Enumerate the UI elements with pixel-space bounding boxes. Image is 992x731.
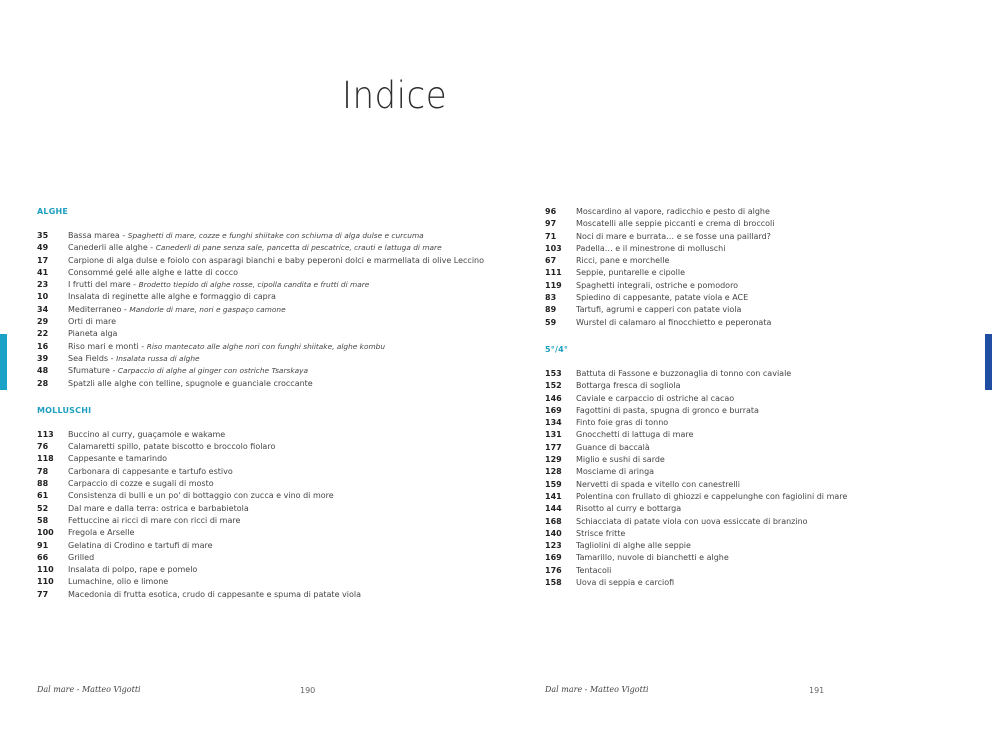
entry-page-number: 176 <box>545 565 562 575</box>
entry-page-number: 67 <box>545 256 557 266</box>
entry-page-number: 39 <box>37 353 49 363</box>
entry-page-number: 97 <box>545 219 557 229</box>
entry-title: Tamarillo, nuvole di bianchetti e alghe <box>576 553 729 563</box>
index-entry[interactable] <box>545 304 985 316</box>
index-entry[interactable] <box>37 267 477 279</box>
entry-page-number: 168 <box>545 516 562 526</box>
index-entry[interactable] <box>545 255 985 267</box>
entry-title-group <box>68 576 168 588</box>
index-entry[interactable] <box>545 206 985 218</box>
entry-page-number: 110 <box>37 565 54 575</box>
section-heading: 5°/4° <box>545 344 569 354</box>
index-entry[interactable] <box>37 478 477 490</box>
entry-title-group <box>576 380 681 392</box>
index-entry[interactable] <box>545 393 985 405</box>
entry-title-group <box>576 565 611 577</box>
entry-title-group <box>576 393 734 405</box>
entry-title-group <box>576 231 771 243</box>
entry-title-group <box>68 267 238 279</box>
section-gap <box>37 390 477 405</box>
entry-title-group <box>576 255 669 267</box>
index-entry[interactable] <box>545 442 985 454</box>
entry-title-group <box>68 589 361 601</box>
entry-page-number: 153 <box>545 368 562 378</box>
entry-title: Buccino al curry, guaçamole e wakame <box>68 429 226 439</box>
entry-page-number: 91 <box>37 540 49 550</box>
entry-separator: - <box>109 366 118 376</box>
entry-title: Fettuccine ai ricci di mare con ricci di mare <box>68 515 241 525</box>
entry-page-number: 10 <box>37 292 49 302</box>
entry-page-number: 83 <box>545 293 557 303</box>
entry-title-group <box>576 516 808 528</box>
entry-title-group <box>576 417 668 429</box>
index-entry[interactable] <box>545 267 985 279</box>
entry-page-number: 66 <box>37 552 49 562</box>
entry-title-group <box>576 317 771 329</box>
index-entry[interactable] <box>37 255 485 267</box>
entry-title: Pianeta alga <box>68 329 118 339</box>
entry-title-group <box>68 552 94 564</box>
entry-page-number: 17 <box>37 255 49 265</box>
entry-title: Polentina con frullato di ghiozzi e cappelunghe con fagiolini di mare <box>576 491 848 501</box>
index-entry[interactable] <box>545 516 985 528</box>
index-entry[interactable] <box>37 552 477 564</box>
entry-title-group <box>68 564 197 576</box>
entry-title-group <box>576 368 791 380</box>
index-entry[interactable] <box>545 405 985 417</box>
index-entry[interactable] <box>37 441 477 453</box>
entry-page-number: 103 <box>545 243 562 253</box>
entry-page-number: 169 <box>545 405 562 415</box>
index-entry[interactable] <box>37 279 477 291</box>
entry-title: Spiedino di cappesante, patate viola e ACE <box>576 293 749 303</box>
index-entry[interactable] <box>37 328 477 340</box>
entry-title-group <box>576 304 741 316</box>
entry-separator: - <box>147 243 156 253</box>
entry-separator: - <box>119 231 128 240</box>
entry-title: Nervetti di spada e vitello con canestrelli <box>576 479 740 489</box>
index-entry[interactable] <box>37 490 477 502</box>
entry-title: Moscatelli alle seppie piccanti e crema di broccoli <box>576 219 775 229</box>
entry-title: Insalata di reginette alle alghe e formaggio di capra <box>68 292 276 302</box>
entry-page-number: 52 <box>37 503 49 513</box>
entry-title: Bassa marea <box>68 231 120 240</box>
footer-author-right: Dal mare - Matteo Vigotti <box>545 685 649 694</box>
section-heading: MOLLUSCHI <box>37 405 92 415</box>
entry-page-number: 71 <box>545 231 557 241</box>
entry-page-number: 141 <box>545 491 562 501</box>
index-entry[interactable] <box>545 540 985 552</box>
entry-title: Spatzli alle alghe con telline, spugnole e guanciale croccante <box>68 378 313 388</box>
entry-page-number: 110 <box>37 577 54 587</box>
index-entry[interactable] <box>545 243 985 255</box>
entry-title: Canederli alle alghe <box>68 243 148 253</box>
entry-title: Carpaccio di cozze e sugali di mosto <box>68 479 214 489</box>
entry-title: Dal mare e dalla terra: ostrica e barbabietola <box>68 503 249 513</box>
entry-title: Wurstel di calamaro al finocchietto e peperonata <box>576 317 772 327</box>
index-entry[interactable] <box>37 378 477 390</box>
entry-title: Moscardino al vapore, radicchio e pesto di alghe <box>576 207 770 216</box>
entry-title: Tentacoli <box>576 565 612 575</box>
entry-title: Caviale e carpaccio di ostriche al cacao <box>576 393 735 403</box>
heading-gap <box>37 218 477 230</box>
entry-title: Schiacciata di patate viola con uova essiccate di branzino <box>576 516 808 526</box>
entry-title-group <box>576 267 685 279</box>
heading-gap <box>545 356 985 368</box>
footer-author-left: Dal mare - Matteo Vigotti <box>37 685 141 694</box>
entry-title: Miglio e sushi di sarde <box>576 455 665 465</box>
index-entry[interactable] <box>545 218 985 230</box>
entry-title: Tagliolini di alghe alle seppie <box>576 541 691 551</box>
index-entry[interactable] <box>545 577 985 589</box>
index-entry[interactable] <box>37 540 477 552</box>
edge-mark-right <box>985 334 992 390</box>
entry-title: Strisce fritte <box>576 528 626 538</box>
index-entry[interactable] <box>37 576 477 588</box>
entry-title-group <box>68 365 308 377</box>
entry-title: Fregola e Arselle <box>68 528 135 538</box>
edge-mark-left <box>0 334 7 390</box>
entry-title-group <box>68 328 117 340</box>
entry-page-number: 48 <box>37 366 49 376</box>
entry-title: Uova di seppia e carciofi <box>576 578 675 588</box>
index-entry[interactable] <box>37 515 477 527</box>
entry-page-number: 88 <box>37 479 49 489</box>
entry-title: Tartufi, agrumi e capperi con patate viola <box>576 305 742 315</box>
entry-title-group <box>576 218 774 230</box>
index-entry[interactable] <box>545 528 985 540</box>
entry-title: Carpione di alga dulse e foiolo con asparagi bianchi e baby peperoni dolci e marmellata di olive Leccino <box>68 255 485 265</box>
entry-title-group <box>68 490 334 502</box>
entry-page-number: 96 <box>545 207 557 216</box>
entry-page-number: 16 <box>37 341 49 351</box>
entry-subtitle: Brodetto tiepido di alghe rosse, cipolla candita e frutti di mare <box>138 280 370 290</box>
heading-gap <box>37 417 477 429</box>
entry-subtitle: Insalata russa di alghe <box>116 353 200 363</box>
entry-page-number: 129 <box>545 455 562 465</box>
index-entry[interactable] <box>545 417 985 429</box>
index-entry[interactable] <box>545 368 985 380</box>
entry-title: Calamaretti spillo, patate biscotto e broccolo fiolaro <box>68 442 276 452</box>
index-entry[interactable] <box>37 527 477 539</box>
entry-page-number: 28 <box>37 378 49 388</box>
entry-title-group <box>68 466 233 478</box>
entry-title: Ricci, pane e morchelle <box>576 256 670 266</box>
index-column-right <box>545 206 985 589</box>
index-entry[interactable] <box>37 304 477 316</box>
index-entry[interactable] <box>37 316 477 328</box>
entry-title: Finto foie gras di tonno <box>576 418 669 428</box>
entry-title-group <box>68 341 385 353</box>
entry-page-number: 76 <box>37 442 49 452</box>
entry-page-number: 146 <box>545 393 562 403</box>
index-entry[interactable] <box>37 341 477 353</box>
index-entry[interactable] <box>545 292 985 304</box>
entry-title: Consommé gelé alle alghe e latte di cocco <box>68 267 239 277</box>
entry-subtitle: Carpaccio di alghe al ginger con ostriche Tsarskaya <box>117 366 309 376</box>
index-entry[interactable] <box>545 565 985 577</box>
entry-page-number: 23 <box>37 280 49 290</box>
entry-title-group <box>576 429 693 441</box>
entry-title-group <box>68 353 200 365</box>
entry-title-group <box>576 503 681 515</box>
entry-title-group <box>576 577 674 589</box>
entry-page-number: 58 <box>37 515 49 525</box>
entry-title: Sfumature <box>68 366 110 376</box>
footer-page-number-right: 191 <box>809 686 825 695</box>
entry-title-group <box>68 515 240 527</box>
index-column-left <box>37 206 485 601</box>
index-entry[interactable] <box>545 429 985 441</box>
entry-page-number: 158 <box>545 578 562 588</box>
index-entry[interactable] <box>545 552 985 564</box>
entry-title-group <box>576 292 748 304</box>
entry-title-group <box>68 540 213 552</box>
entry-title-group <box>576 479 740 491</box>
entry-page-number: 134 <box>545 418 562 428</box>
entry-separator: - <box>138 341 147 351</box>
index-entry[interactable] <box>545 466 985 478</box>
entry-separator: - <box>121 304 130 314</box>
index-entry[interactable] <box>545 491 985 503</box>
entry-page-number: 140 <box>545 528 562 538</box>
entry-page-number: 89 <box>545 305 557 315</box>
index-entry[interactable] <box>37 353 477 365</box>
entry-page-number: 152 <box>545 381 562 391</box>
entry-title: I frutti del mare <box>68 280 131 290</box>
entry-page-number: 144 <box>545 504 562 514</box>
entry-title-group <box>68 503 249 515</box>
entry-page-number: 177 <box>545 442 562 452</box>
entry-page-number: 128 <box>545 467 562 477</box>
entry-title: Orti di mare <box>68 317 117 327</box>
entry-page-number: 34 <box>37 304 49 314</box>
index-entry[interactable] <box>37 230 477 242</box>
entry-title: Lumachine, olio e limone <box>68 577 169 587</box>
entry-title: Seppie, puntarelle e cipolle <box>576 268 686 278</box>
index-entry[interactable] <box>545 231 985 243</box>
entry-title: Sea Fields <box>68 353 109 363</box>
entry-subtitle: Spaghetti di mare, cozze e funghi shiitake con schiuma di alga dulse e curcuma <box>127 231 424 240</box>
index-entry[interactable] <box>37 453 477 465</box>
entry-title-group <box>68 255 484 267</box>
entry-title: Insalata di polpo, rape e pomelo <box>68 565 198 575</box>
entry-title: Battuta di Fassone e buzzonaglia di tonno con caviale <box>576 368 792 378</box>
entry-title-group <box>68 453 167 465</box>
entry-page-number: 78 <box>37 466 49 476</box>
index-entry[interactable] <box>37 589 477 601</box>
entry-title: Gelatina di Crodino e tartufi di mare <box>68 540 213 550</box>
entry-separator: - <box>130 280 139 290</box>
entry-page-number: 118 <box>37 454 54 464</box>
entry-page-number: 169 <box>545 553 562 563</box>
entry-title-group <box>68 478 214 490</box>
entry-title: Guance di baccalà <box>576 442 650 452</box>
entry-title-group <box>576 552 729 564</box>
index-entry[interactable] <box>37 365 477 377</box>
entry-title: Macedonia di frutta esotica, crudo di cappesante e spuma di patate viola <box>68 589 362 599</box>
entry-page-number: 35 <box>37 231 49 240</box>
index-entry[interactable] <box>545 280 985 292</box>
entry-page-number: 77 <box>37 589 49 599</box>
section-heading: ALGHE <box>37 207 69 216</box>
entry-title-group <box>576 454 665 466</box>
entry-page-number: 49 <box>37 243 49 253</box>
entry-title-group <box>576 466 654 478</box>
entry-title: Consistenza di bulli e un po' di bottaggio con zucca e vino di more <box>68 491 334 501</box>
entry-title-group <box>68 279 369 291</box>
entry-title-group <box>576 528 625 540</box>
entry-subtitle: Mandorle di mare, nori e gaspaço camone <box>129 304 286 314</box>
entry-page-number: 41 <box>37 267 49 277</box>
entry-title: Risotto al curry e bottarga <box>576 504 682 514</box>
entry-page-number: 131 <box>545 430 562 440</box>
entry-page-number: 123 <box>545 541 562 551</box>
entry-page-number: 100 <box>37 528 54 538</box>
entry-title-group <box>68 230 424 242</box>
entry-page-number: 119 <box>545 280 562 290</box>
entry-title: Noci di mare e burrata… e se fosse una paillard? <box>576 231 771 241</box>
entry-subtitle: Canederli di pane senza sale, pancetta di pescatrice, crauti e lattuga di mare <box>155 243 442 253</box>
footer-page-number-left: 190 <box>300 686 316 695</box>
entry-title-group <box>68 242 442 254</box>
entry-title-group <box>68 429 225 441</box>
entry-subtitle: Riso mantecato alle alghe nori con funghi shiitake, alghe kombu <box>146 341 386 351</box>
entry-title-group <box>68 316 116 328</box>
entry-title-group <box>576 243 725 255</box>
index-entry[interactable] <box>37 564 477 576</box>
index-entry[interactable] <box>545 380 985 392</box>
entry-page-number: 22 <box>37 329 49 339</box>
entry-title-group <box>68 441 275 453</box>
entry-title: Mosciame di aringa <box>576 467 655 477</box>
entry-title-group <box>576 491 847 503</box>
entry-title-group <box>68 378 313 390</box>
entry-title: Carbonara di cappesante e tartufo estivo <box>68 466 233 476</box>
index-entry[interactable] <box>545 454 985 466</box>
index-entry[interactable] <box>545 317 985 329</box>
entry-title: Gnocchetti di lattuga di mare <box>576 430 694 440</box>
entry-title-group <box>576 280 738 292</box>
entry-title-group <box>576 540 691 552</box>
entry-title-group <box>576 405 759 417</box>
entry-title-group <box>576 442 650 454</box>
page-title: Indice <box>342 74 448 117</box>
entry-title: Fagottini di pasta, spugna di gronco e burrata <box>576 405 759 415</box>
index-entry[interactable] <box>37 466 477 478</box>
index-entry[interactable] <box>37 503 477 515</box>
entry-page-number: 61 <box>37 491 49 501</box>
section-gap <box>545 329 985 344</box>
entry-title: Bottarga fresca di sogliola <box>576 381 681 391</box>
index-entry[interactable] <box>37 242 477 254</box>
entry-page-number: 113 <box>37 429 54 439</box>
entry-title-group <box>68 527 134 539</box>
entry-title: Padella… e il minestrone di molluschi <box>576 243 726 253</box>
entry-separator: - <box>108 353 117 363</box>
entry-title-group <box>576 206 770 218</box>
entry-title-group <box>68 291 276 303</box>
entry-page-number: 59 <box>545 317 557 327</box>
entry-title: Riso mari e monti <box>68 341 139 351</box>
entry-page-number: 159 <box>545 479 562 489</box>
entry-title: Mediterraneo <box>68 304 122 314</box>
entry-title-group <box>68 304 286 316</box>
entry-page-number: 29 <box>37 317 49 327</box>
entry-title: Grilled <box>68 552 95 562</box>
entry-title: Cappesante e tamarindo <box>68 454 168 464</box>
index-entry[interactable] <box>545 479 985 491</box>
index-entry[interactable] <box>37 291 477 303</box>
entry-page-number: 111 <box>545 268 562 278</box>
index-entry[interactable] <box>37 429 477 441</box>
index-entry[interactable] <box>545 503 985 515</box>
entry-title: Spaghetti integrali, ostriche e pomodoro <box>576 280 739 290</box>
